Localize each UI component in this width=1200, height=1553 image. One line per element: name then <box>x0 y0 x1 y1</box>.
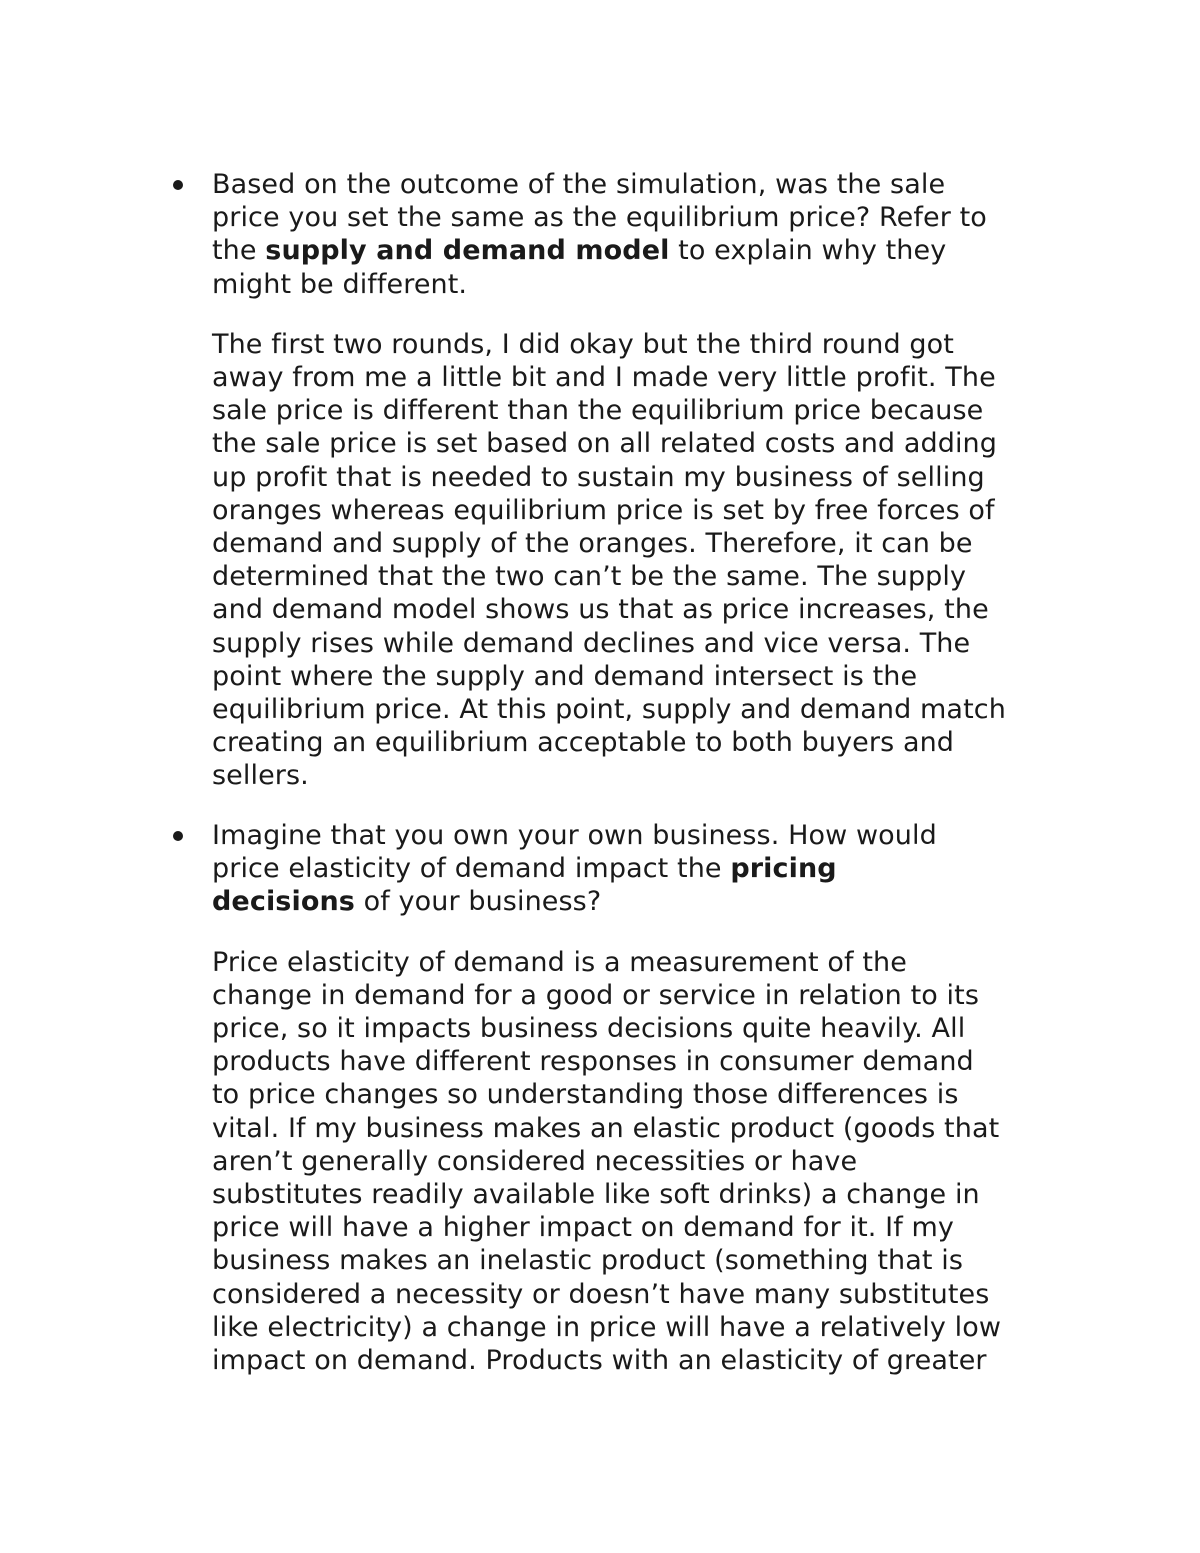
text-line <box>212 819 1072 852</box>
text-line: away from me a little bit and I made very little profit. The <box>212 362 996 394</box>
text-line: creating an equilibrium acceptable to both buyers and <box>212 727 955 759</box>
bold-term: decisions <box>212 886 355 918</box>
text-segment: might be different. <box>212 268 468 300</box>
text-line: supply rises while demand declines and vice versa. The <box>212 627 971 659</box>
text-line: the sale price is set based on all related costs and adding <box>212 428 998 460</box>
text-line: like electricity) a change in price will have a relatively low <box>212 1311 1002 1343</box>
text-line: up profit that is needed to sustain my business of selling <box>212 461 985 493</box>
text-line <box>212 268 1072 301</box>
text-line: products have different responses in consumer demand <box>212 1046 974 1078</box>
list-item <box>212 819 1072 1377</box>
bold-term: pricing <box>730 853 837 885</box>
text-line: equilibrium price. At this point, supply and demand match <box>212 694 1006 726</box>
text-segment: the <box>212 235 266 267</box>
text-line: determined that the two can’t be the same. The supply <box>212 561 967 593</box>
text-line: change in demand for a good or service in relation to its <box>212 979 980 1011</box>
text-line: demand and supply of the oranges. Therefore, it can be <box>212 528 973 560</box>
text-line: oranges whereas equilibrium price is set by free forces of <box>212 494 995 526</box>
text-segment: Based on the outcome of the simulation, was the sale <box>212 169 946 200</box>
bold-term: supply and demand model <box>265 235 670 267</box>
text-line: impact on demand. Products with an elasticity of greater <box>212 1345 987 1377</box>
text-line: point where the supply and demand intersect is the <box>212 660 918 692</box>
text-line: business makes an inelastic product (something that is <box>212 1245 964 1277</box>
text-segment: of your business? <box>354 886 602 918</box>
text-line: Price elasticity of demand is a measurement of the <box>212 946 907 978</box>
text-line: considered a necessity or doesn’t have many substitutes <box>212 1278 990 1310</box>
text-segment: to explain why they <box>669 235 947 267</box>
text-line <box>212 885 1072 918</box>
text-line: aren’t generally considered necessities or have <box>212 1145 858 1177</box>
list-item <box>212 168 1072 793</box>
text-line: and demand model shows us that as price increases, the <box>212 594 989 626</box>
text-line: price will have a higher impact on demand for it. If my <box>212 1212 955 1244</box>
text-segment: price you set the same as the equilibrium price? Refer to <box>212 202 987 234</box>
text-line: to price changes so understanding those differences is <box>212 1079 959 1111</box>
text-line: sellers. <box>212 760 309 792</box>
text-line: sale price is different than the equilibrium price because <box>212 395 984 427</box>
bullet-icon <box>173 831 183 841</box>
text-line: vital. If my business makes an elastic product (goods that <box>212 1112 1000 1144</box>
text-line <box>212 234 1072 267</box>
question-text <box>212 819 1072 919</box>
bullet-icon <box>173 180 183 190</box>
question-text <box>212 168 1072 301</box>
text-segment: price elasticity of demand impact the <box>212 853 731 885</box>
answer-paragraph <box>212 946 1072 1378</box>
text-line <box>212 168 1072 201</box>
answer-paragraph <box>212 328 1072 793</box>
text-line <box>212 201 1072 234</box>
text-line <box>212 852 1072 885</box>
text-line: price, so it impacts business decisions quite heavily. All <box>212 1013 966 1045</box>
text-segment: Imagine that you own your own business. How would <box>212 820 937 851</box>
text-line: substitutes readily available like soft drinks) a change in <box>212 1179 980 1211</box>
text-line: The first two rounds, I did okay but the third round got <box>212 328 954 360</box>
